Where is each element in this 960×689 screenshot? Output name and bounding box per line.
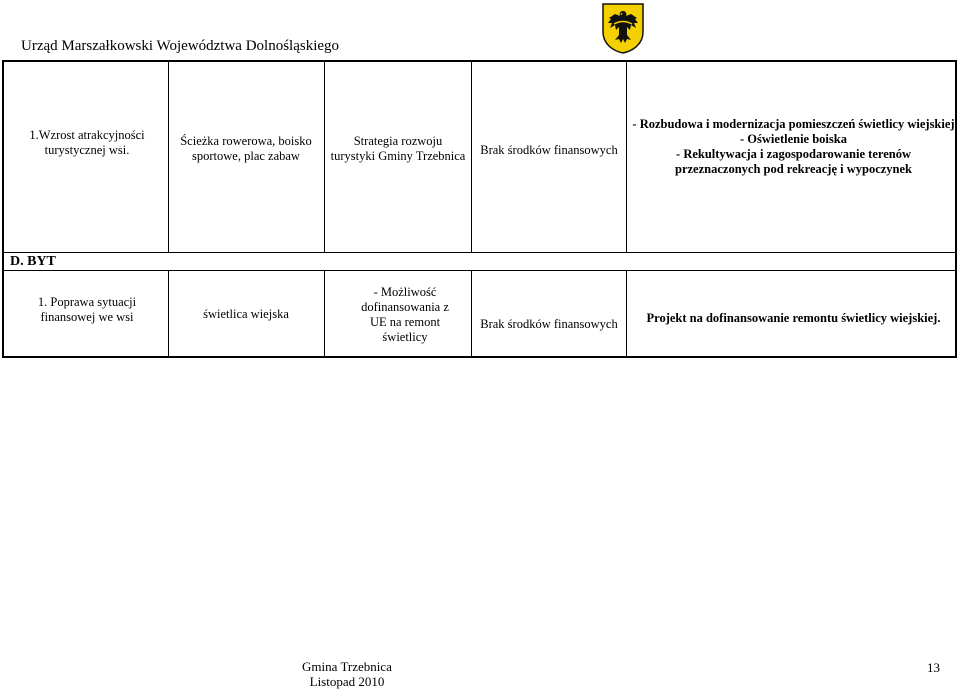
row1-action-2: - Oświetlenie boiska xyxy=(740,132,847,146)
coat-of-arms-icon xyxy=(601,2,645,54)
row2-task: świetlica wiejska xyxy=(203,306,289,321)
row1-strategy: Strategia rozwoju turystyki Gminy Trzebnica xyxy=(330,134,466,163)
row2-goal: 1. Poprawa sytuacji finansowej we wsi xyxy=(37,295,137,324)
planning-table xyxy=(2,60,957,358)
row2-project: Projekt na dofinansowanie remontu świetlicy wiejskiej. xyxy=(646,310,941,325)
row1-goal: 1.Wzrost atrakcyjności turystycznej wsi. xyxy=(29,128,145,157)
section-label-byt: D. BYT xyxy=(10,254,56,269)
row1-action-3: - Rekultywacja i zagospodarowanie terenów przeznaczonych pod rekreację i wypoczynek xyxy=(675,147,912,176)
row1-task: Ścieżka rowerowa, boisko sportowe, plac zabaw xyxy=(180,134,312,163)
row2-problem: Brak środków finansowych xyxy=(480,316,618,331)
footer-date: Listopad 2010 xyxy=(309,674,385,689)
page-number: 13 xyxy=(927,660,940,675)
footer-municipality: Gmina Trzebnica xyxy=(302,659,392,674)
footer xyxy=(262,659,432,689)
row1-problem: Brak środków finansowych xyxy=(480,142,618,157)
row2-opportunity: - Możliwość dofinansowania z UE na remont świetlicy xyxy=(361,285,449,344)
document-header-title: Urząd Marszałkowski Województwa Dolnośląskiego xyxy=(21,38,340,54)
row1-action-1: - Rozbudowa i modernizacja pomieszczeń świetlicy wiejskiej xyxy=(632,117,955,131)
row1-planned-actions xyxy=(632,108,955,186)
